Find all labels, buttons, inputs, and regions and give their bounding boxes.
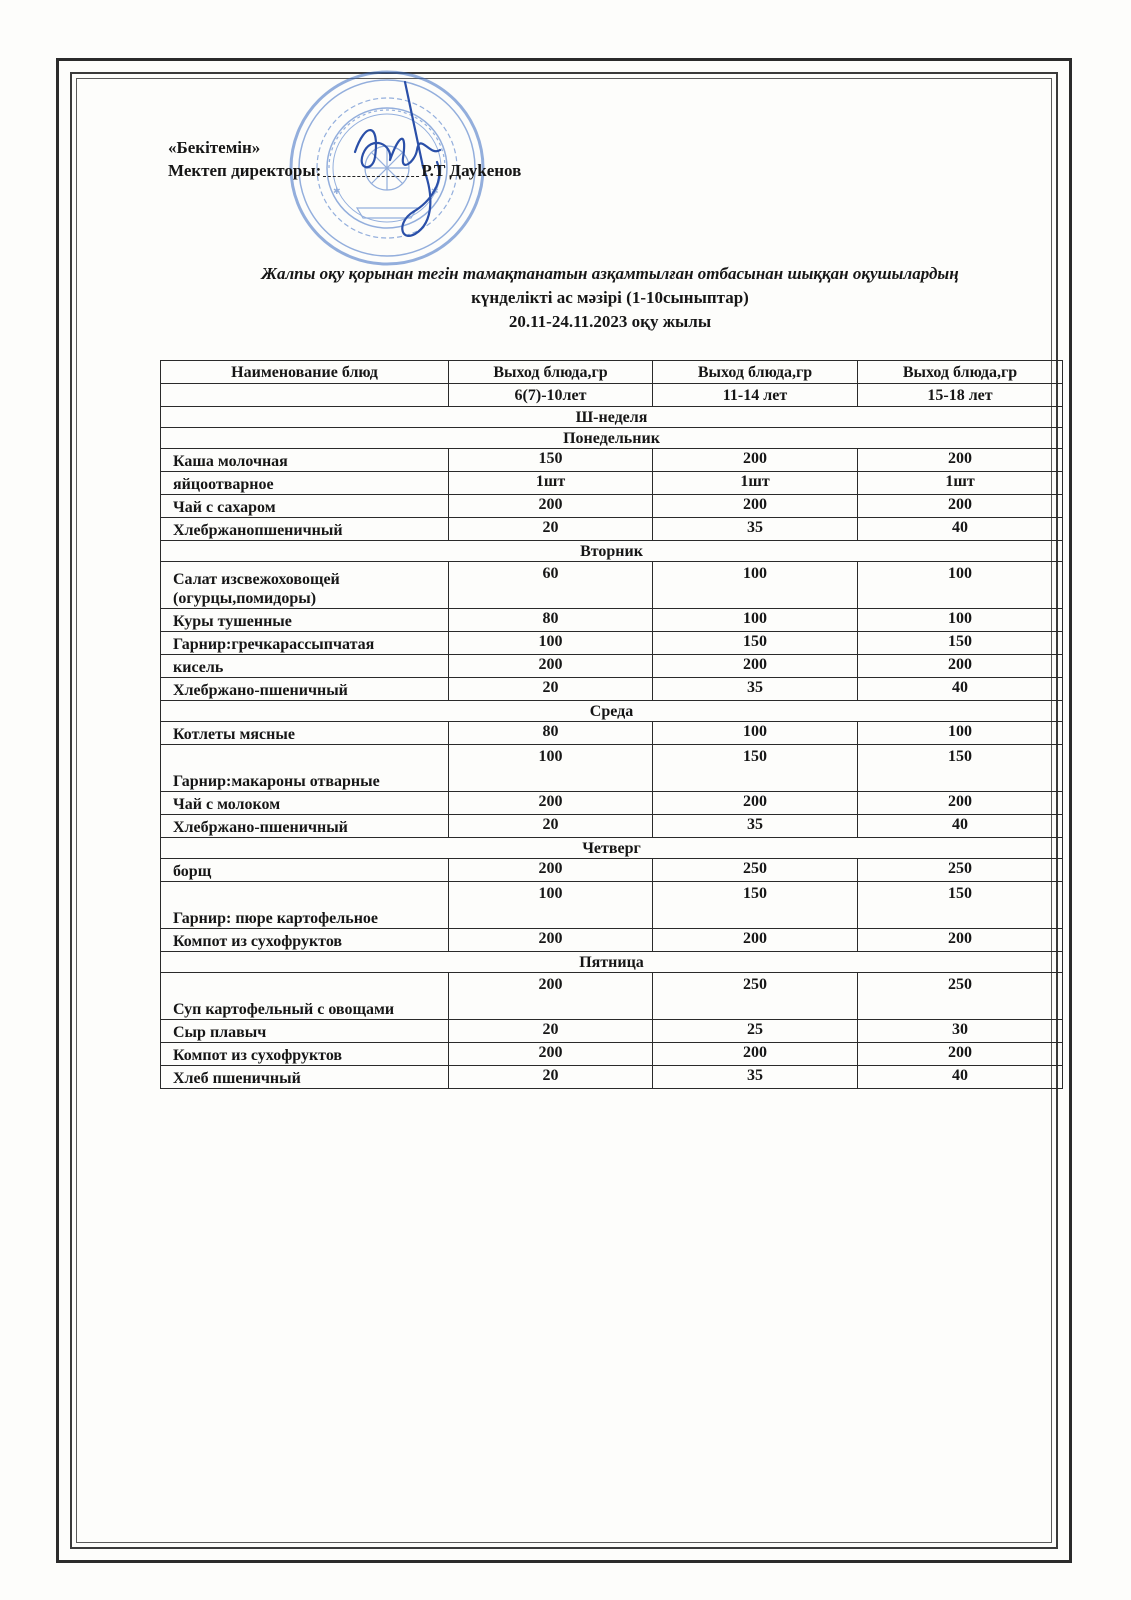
- dish-name-cell: Сыр плавыч: [161, 1020, 449, 1043]
- yield-6-10-cell: 20: [449, 1020, 653, 1043]
- yield-6-10-cell: 200: [449, 655, 653, 678]
- age-group-1: 6(7)-10лет: [449, 384, 653, 407]
- yield-11-14-cell: 150: [653, 882, 858, 929]
- day-label: Пятница: [161, 952, 1063, 973]
- week-row: [161, 407, 1063, 428]
- yield-15-18-cell: 200: [858, 655, 1063, 678]
- yield-11-14-cell: 200: [653, 449, 858, 472]
- yield-6-10-cell: 80: [449, 609, 653, 632]
- yield-15-18-cell: 200: [858, 792, 1063, 815]
- dish-name-cell: Гарнир: пюре картофельное: [161, 882, 449, 929]
- yield-11-14-cell: 150: [653, 745, 858, 792]
- day-row: [161, 541, 1063, 562]
- table-row: [161, 859, 1063, 882]
- yield-6-10-cell: 200: [449, 495, 653, 518]
- yield-15-18-cell: 250: [858, 973, 1063, 1020]
- yield-6-10-cell: 60: [449, 562, 653, 609]
- yield-6-10-cell: 200: [449, 792, 653, 815]
- yield-11-14-cell: 35: [653, 1066, 858, 1089]
- table-row: [161, 973, 1063, 1020]
- yield-11-14-cell: 200: [653, 495, 858, 518]
- header-yield-1: Выход блюда,гр: [449, 361, 653, 384]
- yield-15-18-cell: 1шт: [858, 472, 1063, 495]
- approval-director-line: [168, 159, 521, 182]
- day-label: Четверг: [161, 838, 1063, 859]
- table-row: [161, 815, 1063, 838]
- yield-11-14-cell: 250: [653, 973, 858, 1020]
- svg-text:✱: ✱: [333, 187, 341, 197]
- director-label: Мектеп директоры:: [168, 161, 322, 180]
- table-row: [161, 1020, 1063, 1043]
- yield-11-14-cell: 100: [653, 609, 858, 632]
- yield-15-18-cell: 40: [858, 815, 1063, 838]
- yield-11-14-cell: 1шт: [653, 472, 858, 495]
- dish-name-cell: Компот из сухофруктов: [161, 1043, 449, 1066]
- yield-15-18-cell: 150: [858, 632, 1063, 655]
- heading-period: 20.11-24.11.2023 оқу жылы: [508, 312, 712, 331]
- yield-15-18-cell: 40: [858, 678, 1063, 701]
- dish-name-cell: Хлебржано-пшеничный: [161, 678, 449, 701]
- yield-15-18-cell: 100: [858, 562, 1063, 609]
- table-row: [161, 1066, 1063, 1089]
- day-row: [161, 428, 1063, 449]
- yield-15-18-cell: 150: [858, 745, 1063, 792]
- yield-15-18-cell: 200: [858, 495, 1063, 518]
- yield-6-10-cell: 100: [449, 632, 653, 655]
- yield-11-14-cell: 35: [653, 518, 858, 541]
- yield-15-18-cell: 200: [858, 1043, 1063, 1066]
- yield-11-14-cell: 35: [653, 678, 858, 701]
- yield-6-10-cell: 200: [449, 929, 653, 952]
- table-row: [161, 449, 1063, 472]
- yield-6-10-cell: 20: [449, 518, 653, 541]
- yield-15-18-cell: 100: [858, 609, 1063, 632]
- header-dish-name: Наименование блюд: [161, 361, 449, 384]
- table-row: [161, 929, 1063, 952]
- table-age-row: [161, 384, 1063, 407]
- yield-11-14-cell: 25: [653, 1020, 858, 1043]
- week-label: Ш-неделя: [161, 407, 1063, 428]
- yield-15-18-cell: 40: [858, 518, 1063, 541]
- dish-name-cell: Гарнир:макароны отварные: [161, 745, 449, 792]
- table-row: [161, 495, 1063, 518]
- yield-6-10-cell: 20: [449, 678, 653, 701]
- table-row: [161, 722, 1063, 745]
- yield-11-14-cell: 150: [653, 632, 858, 655]
- dish-name-cell: Чай с сахаром: [161, 495, 449, 518]
- dish-name-cell: Хлеб пшеничный: [161, 1066, 449, 1089]
- table-row: [161, 632, 1063, 655]
- yield-15-18-cell: 40: [858, 1066, 1063, 1089]
- yield-6-10-cell: 100: [449, 882, 653, 929]
- yield-15-18-cell: 200: [858, 929, 1063, 952]
- dish-name-cell: Хлебржанопшеничный: [161, 518, 449, 541]
- yield-6-10-cell: 1шт: [449, 472, 653, 495]
- yield-11-14-cell: 100: [653, 722, 858, 745]
- yield-6-10-cell: 20: [449, 1066, 653, 1089]
- yield-11-14-cell: 100: [653, 562, 858, 609]
- yield-11-14-cell: 200: [653, 792, 858, 815]
- table-row: [161, 745, 1063, 792]
- table-row: [161, 472, 1063, 495]
- dish-name-cell: Хлебржано-пшеничный: [161, 815, 449, 838]
- table-row: [161, 882, 1063, 929]
- yield-6-10-cell: 150: [449, 449, 653, 472]
- table-header-row: [161, 361, 1063, 384]
- dish-name-cell: борщ: [161, 859, 449, 882]
- day-row: [161, 952, 1063, 973]
- yield-11-14-cell: 250: [653, 859, 858, 882]
- svg-text:✱: ✱: [431, 187, 439, 197]
- dish-name-cell: Суп картофельный с овощами: [161, 973, 449, 1020]
- yield-11-14-cell: 200: [653, 1043, 858, 1066]
- yield-15-18-cell: 250: [858, 859, 1063, 882]
- age-empty-cell: [161, 384, 449, 407]
- day-row: [161, 701, 1063, 722]
- menu-table: [160, 360, 1063, 1089]
- heading-line-2: күнделікті ас мәзірі (1-10сыныптар): [471, 288, 749, 307]
- yield-6-10-cell: 200: [449, 1043, 653, 1066]
- yield-15-18-cell: 30: [858, 1020, 1063, 1043]
- day-row: [161, 838, 1063, 859]
- approval-block: [168, 136, 521, 182]
- menu-heading: [160, 262, 1060, 334]
- heading-line-1: Жалпы оқу қорынан тегін тамақтанатын азқамтылған отбасынан шыққан оқушылардың: [261, 264, 959, 283]
- yield-6-10-cell: 80: [449, 722, 653, 745]
- director-name: Р.Т Дауkенов: [421, 161, 522, 180]
- dish-name-cell: Куры тушенные: [161, 609, 449, 632]
- yield-6-10-cell: 20: [449, 815, 653, 838]
- dish-name-cell: Котлеты мясные: [161, 722, 449, 745]
- age-group-2: 11-14 лет: [653, 384, 858, 407]
- yield-6-10-cell: 200: [449, 859, 653, 882]
- age-group-3: 15-18 лет: [858, 384, 1063, 407]
- dish-name-cell: яйцоотварное: [161, 472, 449, 495]
- dish-name-cell: Компот из сухофруктов: [161, 929, 449, 952]
- dish-name-cell: Чай с молоком: [161, 792, 449, 815]
- yield-15-18-cell: 200: [858, 449, 1063, 472]
- day-label: Понедельник: [161, 428, 1063, 449]
- table-row: [161, 1043, 1063, 1066]
- yield-15-18-cell: 100: [858, 722, 1063, 745]
- yield-6-10-cell: 100: [449, 745, 653, 792]
- yield-6-10-cell: 200: [449, 973, 653, 1020]
- yield-15-18-cell: 150: [858, 882, 1063, 929]
- table-row: [161, 518, 1063, 541]
- header-yield-3: Выход блюда,гр: [858, 361, 1063, 384]
- dish-name-cell: кисель: [161, 655, 449, 678]
- header-yield-2: Выход блюда,гр: [653, 361, 858, 384]
- table-row: [161, 609, 1063, 632]
- table-row: [161, 792, 1063, 815]
- day-label: Вторник: [161, 541, 1063, 562]
- dish-name-cell: Салат изсвежоховощей (огурцы,помидоры): [161, 562, 449, 609]
- yield-11-14-cell: 35: [653, 815, 858, 838]
- table-row: [161, 562, 1063, 609]
- dish-name-cell: Каша молочная: [161, 449, 449, 472]
- approval-title: «Бекітемін»: [168, 138, 261, 157]
- yield-11-14-cell: 200: [653, 929, 858, 952]
- yield-11-14-cell: 200: [653, 655, 858, 678]
- dish-name-cell: Гарнир:гречкарассыпчатая: [161, 632, 449, 655]
- day-label: Среда: [161, 701, 1063, 722]
- table-row: [161, 678, 1063, 701]
- table-row: [161, 655, 1063, 678]
- signature-blank: [323, 159, 419, 177]
